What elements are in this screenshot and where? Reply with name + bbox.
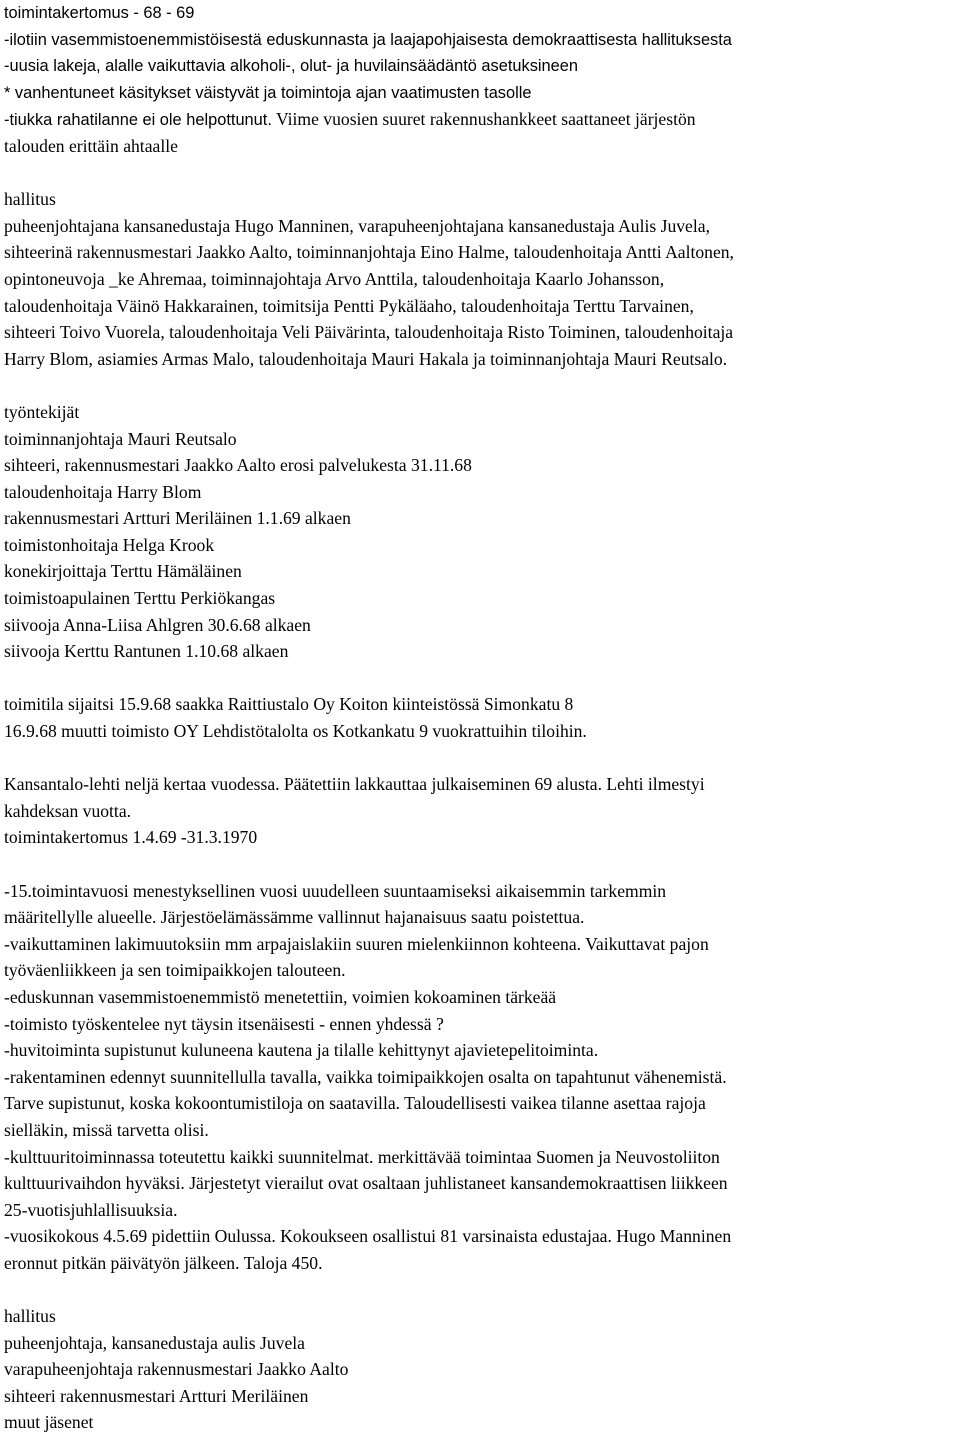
text-line: -eduskunnan vasemmistoenemmistö menetettiin, voimien kokoaminen tärkeää [4, 986, 557, 1007]
text-line: konekirjoittaja Terttu Hämäläinen [4, 561, 242, 582]
text-line [4, 106, 958, 133]
text-line: -rakentaminen edennyt suunnitellulla tavalla, vaikka toimipaikkojen osalta on tapahtunut vähenemistä. [4, 1066, 727, 1087]
text-line: taloudenhoitaja Harry Blom [4, 481, 202, 502]
text-line: 25-vuotisjuhlallisuuksia. [4, 1199, 178, 1220]
text-line: -vuosikokous 4.5.69 pidettiin Oulussa. Kokoukseen osallistui 81 varsinaista edustajaa. Hugo Manninen [4, 1226, 732, 1247]
text-line: toiminnanjohtaja Mauri Reutsalo [4, 428, 237, 449]
text-line: toimintakertomus 1.4.69 -31.3.1970 [4, 827, 258, 848]
text-line: toimistoapulainen Terttu Perkiökangas [4, 588, 276, 609]
section-heading: työntekijät [4, 401, 80, 422]
text-line-part: -tiukka rahatilanne ei ole helpottunut. [4, 111, 272, 130]
text-line: * vanhentuneet käsitykset väistyvät ja toimintoja ajan vaatimusten tasolle [4, 83, 532, 102]
text-line: sihteeri Toivo Vuorela, taloudenhoitaja Veli Päivärinta, taloudenhoitaja Risto Toiminen, taloudenhoitaja [4, 322, 734, 343]
text-line: Kansantalo-lehti neljä kertaa vuodessa. Päätettiin lakkauttaa julkaiseminen 69 alusta. Lehti ilmestyi [4, 774, 705, 795]
text-line: kulttuurivaihdon hyväksi. Järjestetyt vierailut ovat osaltaan juhlistaneet kansandemokraattisen liikkeen [4, 1173, 728, 1194]
document-page [4, 0, 958, 1436]
text-line-part: Viime vuosien suuret rakennushankkeet saattaneet järjestön [271, 109, 696, 130]
text-line: määritellylle alueelle. Järjestöelämässämme vallinnut hajanaisuus saatu poistettua. [4, 907, 585, 928]
paragraph-gap [4, 1277, 958, 1304]
text-line: puheenjohtajana kansanedustaja Hugo Manninen, varapuheenjohtajana kansanedustaja Aulis Juvela, [4, 215, 710, 236]
paragraph-gap [4, 665, 958, 692]
text-line: sielläkin, missä tarvetta olisi. [4, 1119, 209, 1140]
text-line: opintoneuvoja _ke Ahremaa, toiminnajohtaja Arvo Anttila, taloudenhoitaja Kaarlo Johansson, [4, 268, 665, 289]
paragraph-gap [4, 160, 958, 187]
text-line: eronnut pitkän päivätyön jälkeen. Taloja 450. [4, 1252, 323, 1273]
text-line: 16.9.68 muutti toimisto OY Lehdistötalolta os Kotkankatu 9 vuokrattuihin tiloihin. [4, 721, 587, 742]
paragraph-gap [4, 851, 958, 878]
paragraph-gap [4, 372, 958, 399]
text-line: -15.toimintavuosi menestyksellinen vuosi uuudelleen suuntaamiseksi aikaisemmin tarkemmin [4, 880, 667, 901]
text-line: -toimisto työskentelee nyt täysin itsenäisesti - ennen yhdessä ? [4, 1013, 444, 1034]
text-line: toimitila sijaitsi 15.9.68 saakka Raittiustalo Oy Koiton kiinteistössä Simonkatu 8 [4, 694, 574, 715]
section-heading: hallitus [4, 1306, 56, 1327]
text-line: toimintakertomus - 68 - 69 [4, 4, 195, 22]
text-line: toimistonhoitaja Helga Krook [4, 534, 215, 555]
section-heading: hallitus [4, 189, 56, 210]
text-line: sihteeri, rakennusmestari Jaakko Aalto erosi palvelukesta 31.11.68 [4, 455, 472, 476]
text-line: -kulttuuritoiminnassa toteutettu kaikki suunnitelmat. merkittävää toimintaa Suomen ja Neuvostoliiton [4, 1146, 720, 1167]
text-line: -ilotiin vasemmistoenemmistöisestä eduskunnasta ja laajapohjaisesta demokraattisesta hallituksesta [4, 30, 732, 49]
paragraph-gap [4, 745, 958, 772]
text-line: rakennusmestari Artturi Meriläinen 1.1.69 alkaen [4, 508, 351, 529]
text-line: sihteerinä rakennusmestari Jaakko Aalto, toiminnanjohtaja Eino Halme, taloudenhoitaja Antti Aaltonen, [4, 242, 734, 263]
text-line: varapuheenjohtaja rakennusmestari Jaakko Aalto [4, 1359, 349, 1380]
text-line: siivooja Kerttu Rantunen 1.10.68 alkaen [4, 641, 289, 662]
text-line: -uusia lakeja, alalle vaikuttavia alkoholi-, olut- ja huvilainsäädäntö asetuksineen [4, 57, 579, 76]
text-line: muut jäsenet [4, 1412, 94, 1433]
text-line: sihteeri rakennusmestari Artturi Meriläinen [4, 1385, 309, 1406]
text-line: -vaikuttaminen lakimuutoksiin mm arpajaislakiin suuren mielenkiinnon kohteena. Vaikuttavat pajon [4, 933, 709, 954]
text-line: taloudenhoitaja Väinö Hakkarainen, toimitsija Pentti Pykäläaho, taloudenhoitaja Terttu Tarvainen, [4, 295, 694, 316]
text-line: Tarve supistunut, koska kokoontumistiloja on saatavilla. Taloudellisesti vaikea tilanne asettaa rajoja [4, 1093, 706, 1114]
text-line: työväenliikkeen ja sen toimipaikkojen talouteen. [4, 960, 346, 981]
text-line: talouden erittäin ahtaalle [4, 135, 178, 156]
text-line: siivooja Anna-Liisa Ahlgren 30.6.68 alkaen [4, 614, 311, 635]
text-line: kahdeksan vuotta. [4, 800, 132, 821]
text-line: -huvitoiminta supistunut kuluneena kautena ja tilalle kehittynyt ajavietepelitoiminta. [4, 1040, 599, 1061]
text-line: Harry Blom, asiamies Armas Malo, taloudenhoitaja Mauri Hakala ja toiminnanjohtaja Mauri Reutsalo. [4, 348, 728, 369]
text-line: puheenjohtaja, kansanedustaja aulis Juvela [4, 1332, 305, 1353]
